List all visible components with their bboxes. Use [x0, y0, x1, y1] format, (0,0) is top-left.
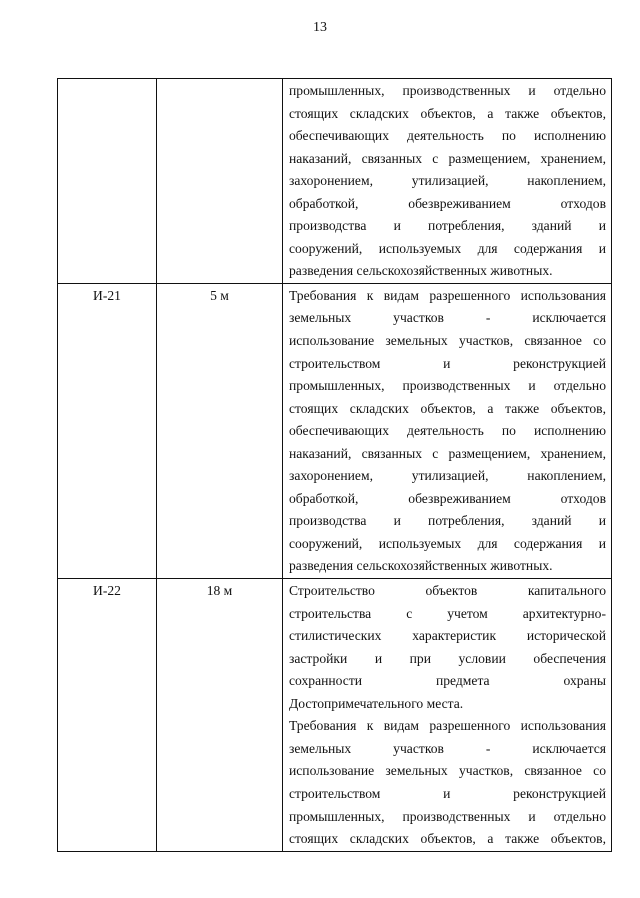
- requirements-text: [283, 79, 611, 283]
- text-line: использование земельных участков, связанное со: [289, 763, 606, 779]
- zone-code-cell: [58, 579, 157, 852]
- requirements-text: [283, 579, 611, 851]
- distance-value: 18 м: [206, 583, 233, 599]
- text-line: обработкой, обезвреживанием отходов: [289, 195, 606, 211]
- text-line: наказаний, связанных с размещением, хранением,: [289, 445, 606, 461]
- table-row: [58, 283, 612, 578]
- text-line: стоящих складских объектов, а также объектов,: [289, 105, 606, 121]
- text-line: наказаний, связанных с размещением, хранением,: [289, 150, 606, 166]
- text-line: производства и потребления, зданий и: [289, 218, 606, 234]
- text-line: строительства с учетом архитектурно-: [289, 605, 606, 621]
- text-line: производства и потребления, зданий и: [289, 513, 606, 529]
- requirements-cell: [283, 579, 612, 852]
- text-line: сохранности предмета охраны: [289, 673, 606, 689]
- text-line: стоящих складских объектов, а также объектов,: [289, 400, 606, 416]
- distance-value: 5 м: [210, 287, 229, 303]
- zone-code: [58, 79, 156, 80]
- zones-table: [57, 78, 612, 852]
- text-line: стилистических характеристик исторической: [289, 628, 606, 644]
- zone-code: И-22: [93, 583, 121, 599]
- text-line: стоящих складских объектов, а также объектов,: [289, 831, 606, 847]
- text-line: сооружений, используемых для содержания и: [289, 535, 606, 551]
- distance-cell: [157, 283, 283, 578]
- table-row: [58, 79, 612, 284]
- requirements-cell: [283, 283, 612, 578]
- text-line: разведения сельскохозяйственных животных.: [289, 558, 553, 574]
- text-line: разведения сельскохозяйственных животных.: [289, 263, 553, 279]
- text-line: промышленных, производственных и отдельно: [289, 378, 606, 394]
- text-line: строительством и реконструкцией: [289, 355, 606, 371]
- text-line: строительством и реконструкцией: [289, 785, 606, 801]
- requirements-cell: [283, 79, 612, 284]
- text-line: застройки и при условии обеспечения: [289, 650, 606, 666]
- text-line: Достопримечательного места.: [289, 695, 464, 711]
- text-line: промышленных, производственных и отдельно: [289, 83, 606, 98]
- page-number: 13: [313, 20, 327, 35]
- distance-value: [157, 79, 282, 80]
- text-line: Требования к видам разрешенного использования: [289, 287, 606, 303]
- text-line: захоронением, утилизацией, накоплением,: [289, 173, 606, 189]
- text-line: обеспечивающих деятельность по исполнению: [289, 423, 606, 439]
- requirements-text: [283, 284, 611, 578]
- text-line: использование земельных участков, связанное со: [289, 333, 606, 349]
- text-line: захоронением, утилизацией, накоплением,: [289, 468, 606, 484]
- text-line: обработкой, обезвреживанием отходов: [289, 490, 606, 506]
- text-line: земельных участков - исключается: [289, 740, 606, 756]
- zone-code: И-21: [93, 287, 121, 303]
- table-row: [58, 579, 612, 852]
- text-line: промышленных, производственных и отдельно: [289, 808, 606, 824]
- distance-cell: [157, 79, 283, 284]
- zone-code-cell: [58, 79, 157, 284]
- table-body: [58, 79, 612, 852]
- zone-code-cell: [58, 283, 157, 578]
- text-line: Строительство объектов капитального: [289, 583, 606, 599]
- text-line: обеспечивающих деятельность по исполнению: [289, 128, 606, 144]
- text-line: сооружений, используемых для содержания и: [289, 240, 606, 256]
- text-line: земельных участков - исключается: [289, 310, 606, 326]
- text-line: Требования к видам разрешенного использования: [289, 718, 606, 734]
- distance-cell: [157, 579, 283, 852]
